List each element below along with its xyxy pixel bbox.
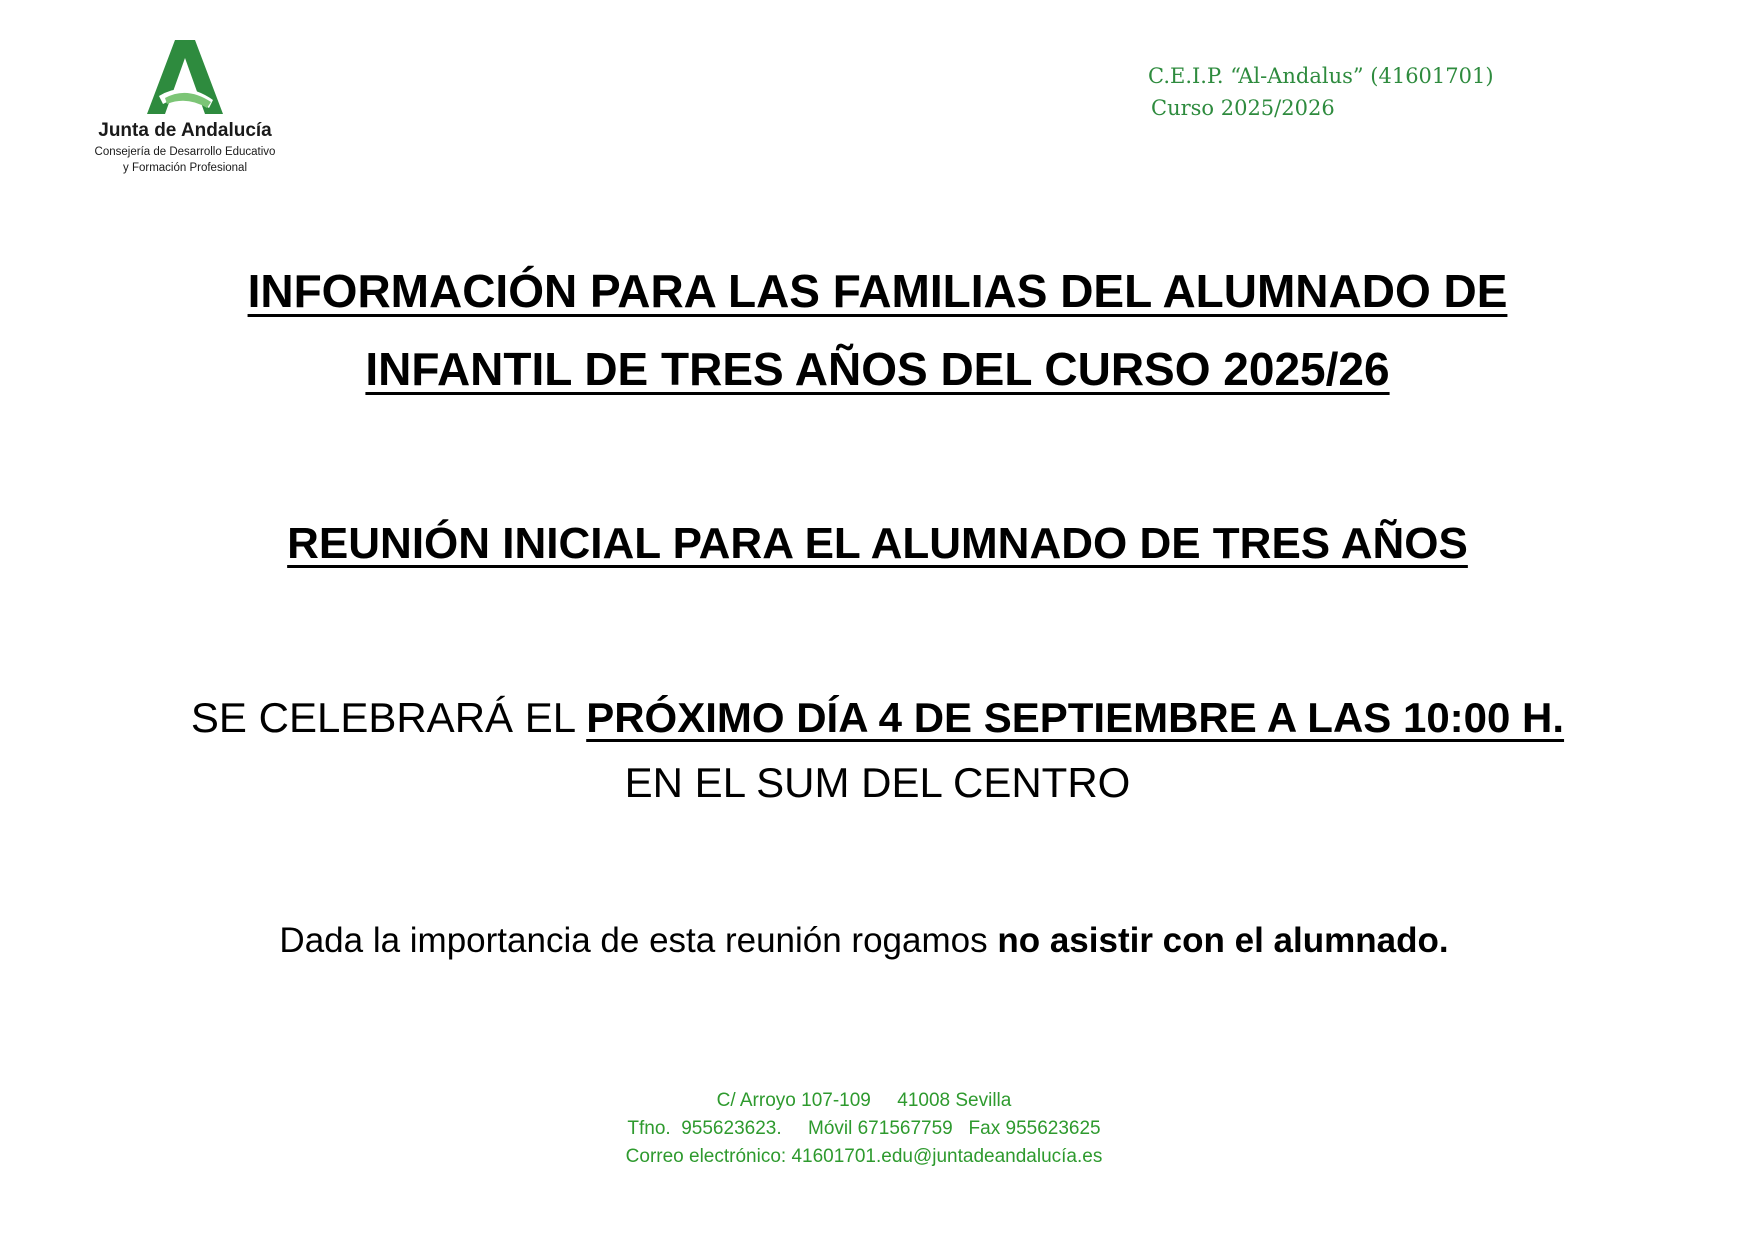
school-year: Curso 2025/2026 [1151, 96, 1335, 120]
page-title-line1 [0, 264, 1755, 319]
school-name: C.E.I.P. “Al-Andalus” (41601701) [1148, 64, 1494, 88]
junta-andalucia-logo [80, 40, 290, 180]
logo-name: Junta de Andalucía [98, 120, 272, 141]
footer-phones: Tfno. 955623623. Móvil 671567759 Fax 955623625 [627, 1118, 1101, 1139]
footer-email: Correo electrónico: 41601701.edu@juntadeandalucía.es [625, 1146, 1103, 1167]
attendance-note-text: Dada la importancia de esta reunión rogamos [279, 921, 998, 960]
footer-address: C/ Arroyo 107-109 41008 Sevilla [716, 1090, 1012, 1111]
logo-subtitle-line2: y Formación Profesional [123, 162, 247, 174]
page-title-line2-text: INFANTIL DE TRES AÑOS DEL CURSO 2025/26 [365, 343, 1390, 395]
logo-subtitle-line1: Consejería de Desarrollo Educativo [94, 146, 276, 158]
meeting-heading-text: REUNIÓN INICIAL PARA EL ALUMNADO DE TRES AÑOS [287, 519, 1468, 568]
meeting-date-time: PRÓXIMO DÍA 4 DE SEPTIEMBRE A LAS 10:00 H. [586, 694, 1565, 741]
meeting-heading [0, 518, 1755, 571]
attendance-note [0, 920, 1728, 962]
meeting-venue: EN EL SUM DEL CENTRO [624, 759, 1131, 806]
attendance-note-emphasis: no asistir con el alumnado. [997, 921, 1449, 960]
junta-andalucia-emblem-icon [147, 40, 223, 114]
meeting-date-prefix: SE CELEBRARÁ EL [190, 694, 587, 741]
page-title-line2 [0, 342, 1755, 397]
page-title-line1-text: INFORMACIÓN PARA LAS FAMILIAS DEL ALUMNADO DE [247, 265, 1508, 317]
meeting-date-line [0, 693, 1755, 743]
